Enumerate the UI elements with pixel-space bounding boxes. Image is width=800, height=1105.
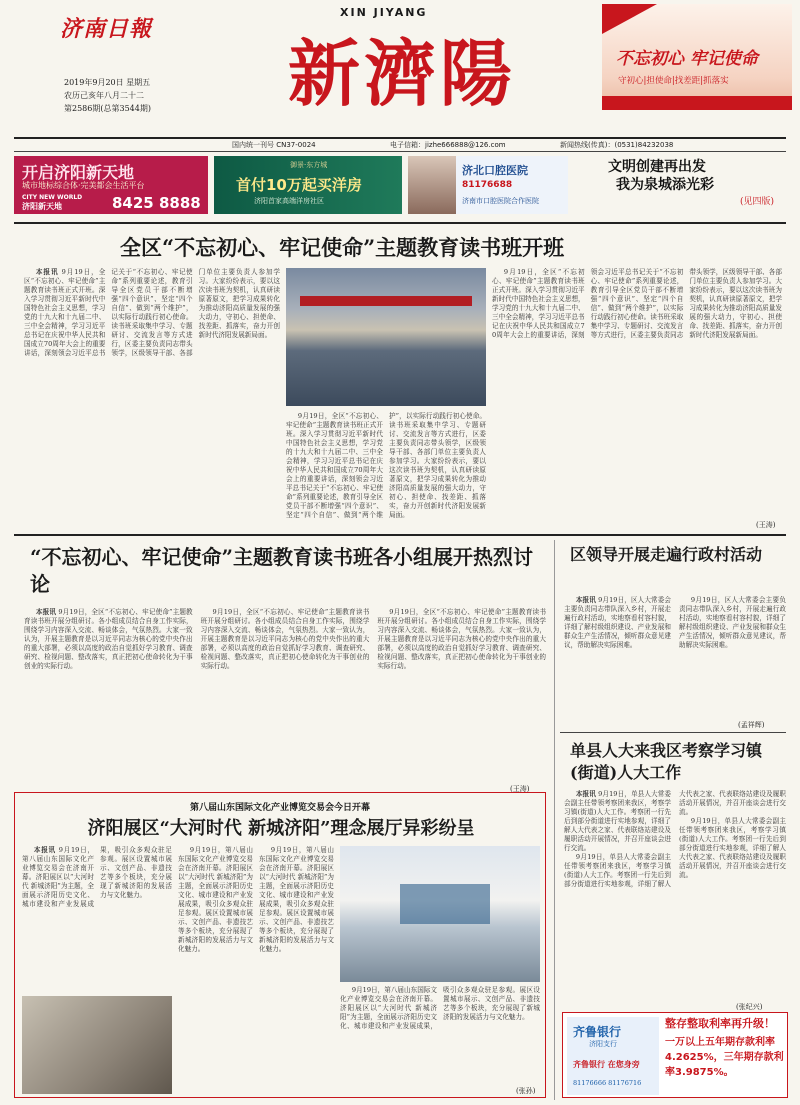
cn-label: 国内统一刊号 CN37-0024 [232, 141, 316, 149]
bank-branch: 济阳支行 [589, 1040, 617, 1048]
article-5-kicker: 第八届山东国际文化产业博览交易会今日开幕 [189, 803, 370, 813]
ad-qilu-bank [562, 1012, 788, 1098]
ad-city-new-world: 开启济阳新天地 城市地标综合体·完美都会生活平台 CITY NEW WORLD 济阳新天地 8425 8888 [14, 156, 208, 214]
banner-base [602, 96, 792, 110]
date-text: 2019年9月20日 星期五 [64, 78, 151, 87]
photo-banner [300, 296, 472, 306]
bank-headline: 整存整取利率再升级！ [665, 1017, 775, 1030]
masthead-title: 新濟陽 [287, 31, 516, 116]
ad-portrait-image [408, 156, 456, 214]
bank-slogan: 齐鲁银行 在您身旁 [573, 1060, 640, 1069]
article-1-body-left: 本报讯 9月19日，全区“不忘初心、牢记使命”主题教育读书班正式开班。深入学习贯彻习近平新时代中国特色社会主义思想，学习党的十九大和十九届二中、三中全会精神，学习习近平总书记在庆祝中华人民共和国成立70周年大会上的重要讲话，深刻领会习近平总书记关于“不忘初心、牢记使命”系列重要论述，教育引导全区党员干部不断增强“四个意识”、坚定“四个自信”、做到“两个维护”，以实际行动践行初心使命。读书班采取集中学习、专题研讨、交流发言等方式进行，区委主要负责同志带头领学，区级领导干部、各部门单位主要负责人参加学习。大家纷纷表示，要以这次读书班为契机，认真研读原著原文，把学习成果转化为推动济阳高质量发展的强大动力，守初心、担使命、找差距、抓落实，奋力开创新时代济阳发展新局面。 [24, 268, 280, 357]
ad-dental-hospital: 济北口腔医院 81176688 济南市口腔医院合作医院 [408, 156, 568, 214]
photo-display-wall [400, 884, 490, 924]
article-5-body-left: 本报讯 9月19日，第八届山东国际文化产业博览交易会在济南开幕。济阳展区以“大河时代 新城济阳”为主题，全面展示济阳历史文化、城市建设和产业发展成果，吸引众多观众驻足参观。展区设置城市展示、文创产品、非遗技艺等多个板块，充分展现了新城济阳的发展活力与文化魅力。 [22, 846, 172, 908]
article-1-body-right: 9月19日，全区“不忘初心、牢记使命”主题教育读书班正式开班。深入学习贯彻习近平新时代中国特色社会主义思想，学习党的十九大和十九届二中、三中全会精神，学习习近平总书记在庆祝中华人民共和国成立70周年大会上的重要讲话，深刻领会习近平总书记关于“不忘初心、牢记使命”系列重要论述，教育引导全区党员干部不断增强“四个意识”、坚定“四个自信”、做到“两个维护”，以实际行动践行初心使命。读书班采取集中学习、专题研讨、交流发言等方式进行，区委主要负责同志带头领学，区级领导干部、各部门单位主要负责人参加学习。大家纷纷表示，要以这次读书班为契机，认真研读原著原文，把学习成果转化为推动济阳高质量发展的强大动力，守初心、担使命、找差距、抓落实，奋力开创新时代济阳发展新局面。 [492, 268, 782, 339]
promo-civilization [608, 158, 788, 214]
promo-line-1: 文明创建再出发 [608, 159, 706, 175]
ad-real-estate: 御景·东方城 首付10万起买洋房 济阳首家高端洋房社区 [214, 156, 402, 214]
article-2-headline: “不忘初心、牢记使命”主题教育读书班各小组展开热烈讨论 [30, 545, 534, 596]
article-1-byline: (王涛) [756, 521, 776, 529]
flag-decoration [602, 4, 657, 34]
paper-logo: 济南日報 [60, 16, 153, 42]
article-1-headline: 全区“不忘初心、牢记使命”主题教育读书班开班 [120, 235, 565, 260]
promo-line-2: 我为泉城添光彩 [616, 177, 714, 193]
bank-logo-panel [567, 1017, 659, 1095]
issue-number: 第2586期(总第3544期) [64, 104, 151, 113]
slogan-text: 不忘初心 牢记使命 [616, 49, 758, 69]
slogan-subtext: 守初心|担使命|找差距|抓落实 [618, 76, 729, 86]
bank-phone: 81176666 81176716 [573, 1079, 642, 1087]
masthead-pinyin: XIN JIYANG [340, 6, 428, 19]
article-2-headline-box [30, 544, 540, 598]
article-5-body-middle: 9月19日，第八届山东国际文化产业博览交易会在济南开幕。济阳展区以“大河时代 新城济阳”为主题，全面展示济阳历史文化、城市建设和产业发展成果，吸引众多观众驻足参观。展区设置城市展示、文创产品、非遗技艺等多个板块，充分展现了新城济阳的发展活力与文化魅力。 9月19日，第八届山东国际文化产业博览交易会在济南开幕。济阳展区以“大河时代 新城济阳”为主题，全面展示济阳历史文化、城市建设和产业发展成果，吸引众多观众驻足参观。展区设置城市展示、文创产品、非遗技艺等多个板块，充分展现了新城济阳的发展活力与文化魅力。 [178, 846, 334, 953]
article-5-photo-exhibit [22, 996, 172, 1094]
article-5-photo-hall [340, 846, 540, 982]
article-3-headline: 区领导开展走遍行政村活动 [570, 545, 763, 564]
email-text: 电子信箱：jizhe666888@126.com [390, 141, 506, 149]
slogan-banner [602, 4, 792, 110]
date-block [64, 76, 151, 115]
article-1-photo [286, 268, 486, 406]
bank-name: 齐鲁银行 [573, 1025, 622, 1039]
article-5-byline: (张孙) [516, 1087, 536, 1095]
article-2-byline: (王涛) [510, 785, 530, 793]
article-5-body-right: 9月19日，第八届山东国际文化产业博览交易会在济南开幕。济阳展区以“大河时代 新城济阳”为主题，全面展示济阳历史文化、城市建设和产业发展成果，吸引众多观众驻足参观。展区设置城市展示、文创产品、非遗技艺等多个板块，充分展现了新城济阳的发展活力与文化魅力。 [340, 986, 540, 1030]
article-4-headline: 单县人大来我区考察学习镇(街道)人大工作 [570, 741, 763, 782]
article-3-byline: (孟祥辉) [738, 721, 765, 729]
lunar-date: 农历己亥年八月二十二 [64, 91, 144, 100]
article-4-body: 本报讯 9月19日，单县人大常委会副主任带领考察团来我区，考察学习镇(街道)人大工作。考察团一行先后到部分街道进行实地参观，详细了解人大代表之家、代表联络站建设及履职活动开展情况，并召开座谈会进行交流。 9月19日，单县人大常委会副主任带领考察团来我区，考察学习镇(街道)人大工作。考察团一行先后到部分街道进行实地参观，详细了解人大代表之家、代表联络站建设及履职活动开展情况，并召开座谈会进行交流。 9月19日，单县人大常委会副主任带领考察团来我区，考察学习镇(街道)人大工作。考察团一行先后到部分街道进行实地参观，详细了解人大代表之家、代表联络站建设及履职活动开展情况，并召开座谈会进行交流。 [564, 790, 786, 888]
article-4-byline: (张纪兴) [736, 1003, 763, 1011]
article-5-headline: 济阳展区“大河时代 新城济阳”理念展厅异彩纷呈 [87, 818, 475, 839]
bank-rates: 一万以上五年期存款利率4.2625%，三年期存款利率3.9875%。 [665, 1037, 784, 1078]
promo-page-ref: (见四版) [739, 197, 774, 207]
article-2-body: 本报讯 9月19日，全区“不忘初心、牢记使命”主题教育读书班开展分组研讨。各小组成员结合自身工作实际，围绕学习内容深入交流、畅谈体会，气氛热烈。大家一致认为，开展主题教育是以习近平同志为核心的党中央作出的重大部署，必须以高度的政治自觉抓好学习教育、调查研究、检视问题、整改落实，真正把初心使命转化为干事创业的实际行动。 9月19日，全区“不忘初心、牢记使命”主题教育读书班开展分组研讨。各小组成员结合自身工作实际，围绕学习内容深入交流、畅谈体会，气氛热烈。大家一致认为，开展主题教育是以习近平同志为核心的党中央作出的重大部署，必须以高度的政治自觉抓好学习教育、调查研究、检视问题、整改落实，真正把初心使命转化为干事创业的实际行动。 9月19日，全区“不忘初心、牢记使命”主题教育读书班开展分组研讨。各小组成员结合自身工作实际，围绕学习内容深入交流、畅谈体会，气氛热烈。大家一致认为，开展主题教育是以习近平同志为核心的党中央作出的重大部署，必须以高度的政治自觉抓好学习教育、调查研究、检视问题、整改落实，真正把初心使命转化为干事创业的实际行动。 [24, 608, 546, 670]
hotline-text: 新闻热线(传真)：(0531)84232038 [560, 141, 674, 149]
article-1-body-middle: 9月19日，全区“不忘初心、牢记使命”主题教育读书班正式开班。深入学习贯彻习近平新时代中国特色社会主义思想，学习党的十九大和十九届二中、三中全会精神，学习习近平总书记在庆祝中华人民共和国成立70周年大会上的重要讲话，深刻领会习近平总书记关于“不忘初心、牢记使命”系列重要论述，教育引导全区党员干部不断增强“四个意识”、坚定“四个自信”、做到“两个维护”，以实际行动践行初心使命。读书班采取集中学习、专题研讨、交流发言等方式进行，区委主要负责同志带头领学，区级领导干部、各部门单位主要负责人参加学习。大家纷纷表示，要以这次读书班为契机，认真研读原著原文，把学习成果转化为推动济阳高质量发展的强大动力，守初心、担使命、找差距、抓落实，奋力开创新时代济阳发展新局面。 [286, 412, 486, 519]
article-3-body: 本报讯 9月19日，区人大常委会主要负责同志带队深入乡村，开展走遍行政村活动，实地察看村容村貌，详细了解村级组织建设、产业发展和群众生产生活情况，倾听群众意见建议，帮助解决实际困难。 9月19日，区人大常委会主要负责同志带队深入乡村，开展走遍行政村活动，实地察看村容村貌，详细了解村级组织建设、产业发展和群众生产生活情况，倾听群众意见建议，帮助解决实际困难。 [564, 596, 786, 649]
